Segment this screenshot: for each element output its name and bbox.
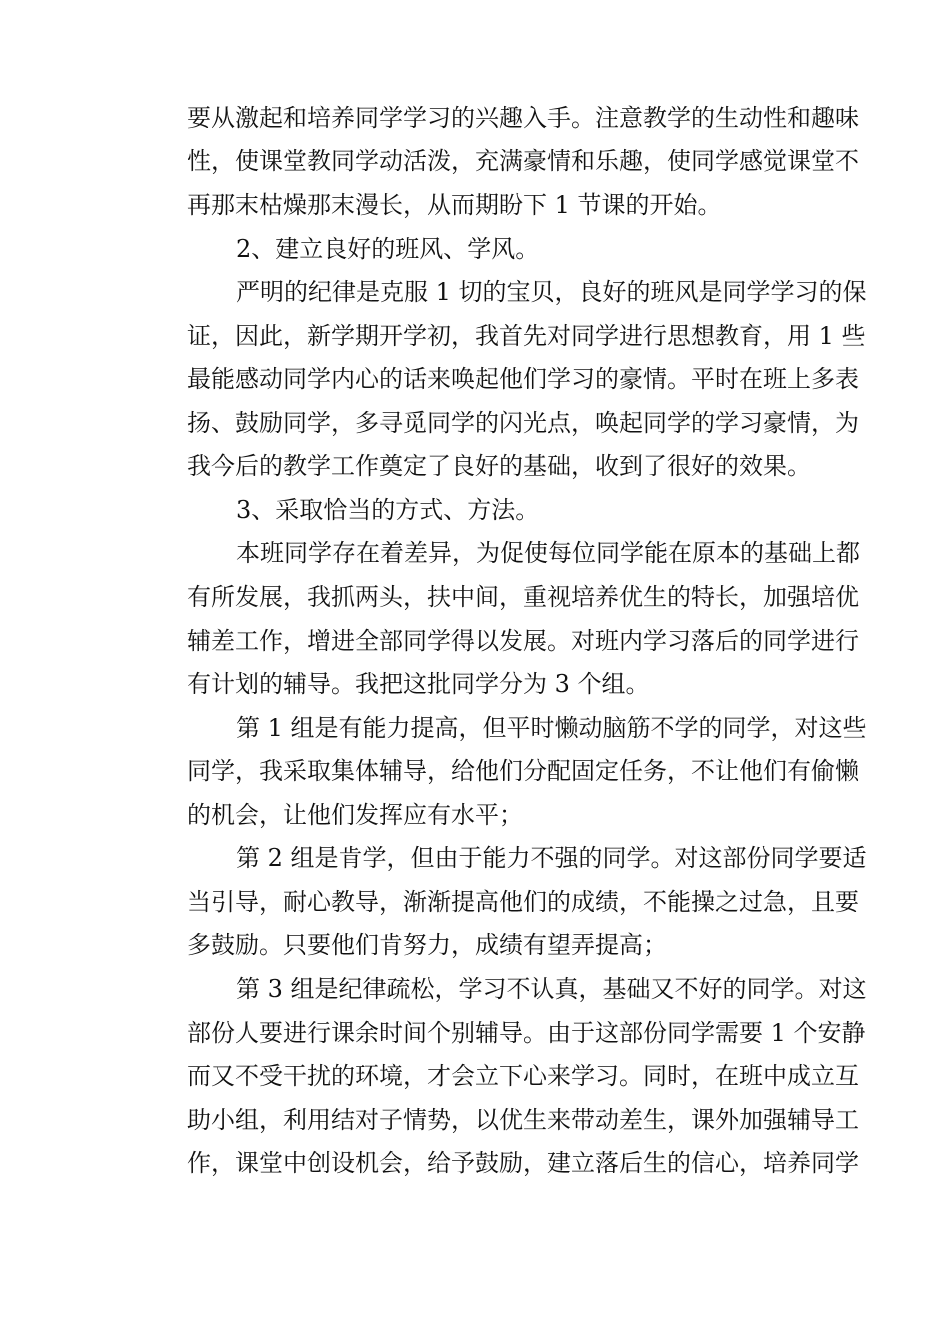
text-line: 有所发展，我抓两头，扶中间，重视培养优生的特长，加强培优 (187, 583, 859, 611)
text-line: 第 1 组是有能力提高，但平时懒动脑筋不学的同学，对这些 (236, 714, 867, 742)
text-line: 部份人要进行课余时间个别辅导。由于这部份同学需要 1 个安静 (187, 1019, 866, 1047)
text-line: 要从激起和培养同学学习的兴趣入手。注意教学的生动性和趣味 (187, 104, 859, 132)
text-line: 辅差工作，增进全部同学得以发展。对班内学习落后的同学进行 (187, 627, 859, 655)
text-line: 第 3 组是纪律疏松，学习不认真，基础又不好的同学。对这 (236, 975, 867, 1003)
text-line: 而又不受干扰的环境，才会立下心来学习。同时，在班中成立互 (187, 1062, 859, 1090)
text-line: 有计划的辅导。我把这批同学分为 3 个组。 (187, 670, 650, 698)
text-line: 性，使课堂教同学动活泼，充满豪情和乐趣，使同学感觉课堂不 (187, 147, 859, 175)
text-line: 当引导，耐心教导，渐渐提高他们的成绩，不能操之过急，且要 (187, 888, 859, 916)
text-line: 扬、鼓励同学，多寻觅同学的闪光点，唤起同学的学习豪情，为 (187, 409, 859, 437)
text-line: 作，课堂中创设机会，给予鼓励，建立落后生的信心，培养同学 (187, 1149, 859, 1177)
text-line: 证，因此，新学期开学初，我首先对同学进行思想教育，用 1 些 (187, 322, 866, 350)
text-line: 最能感动同学内心的话来唤起他们学习的豪情。平时在班上多表 (187, 365, 859, 393)
text-line: 多鼓励。只要他们肯努力，成绩有望弄提高； (187, 931, 667, 959)
text-line: 本班同学存在着差异，为促使每位同学能在原本的基础上都 (236, 539, 860, 567)
text-line: 我今后的教学工作奠定了良好的基础，收到了很好的效果。 (187, 452, 811, 480)
section-heading: 2、建立良好的班风、学风。 (236, 235, 540, 263)
text-line: 再那末枯燥那末漫长，从而期盼下 1 节课的开始。 (187, 191, 722, 219)
text-line: 同学，我采取集体辅导，给他们分配固定任务，不让他们有偷懒 (187, 757, 859, 785)
text-line: 助小组，利用结对子情势，以优生来带动差生，课外加强辅导工 (187, 1106, 859, 1134)
text-line: 的机会，让他们发挥应有水平； (187, 801, 523, 829)
section-heading: 3、采取恰当的方式、方法。 (236, 496, 540, 524)
text-line: 严明的纪律是克服 1 切的宝贝，良好的班风是同学学习的保 (236, 278, 867, 306)
text-line: 第 2 组是肯学，但由于能力不强的同学。对这部份同学要适 (236, 844, 867, 872)
